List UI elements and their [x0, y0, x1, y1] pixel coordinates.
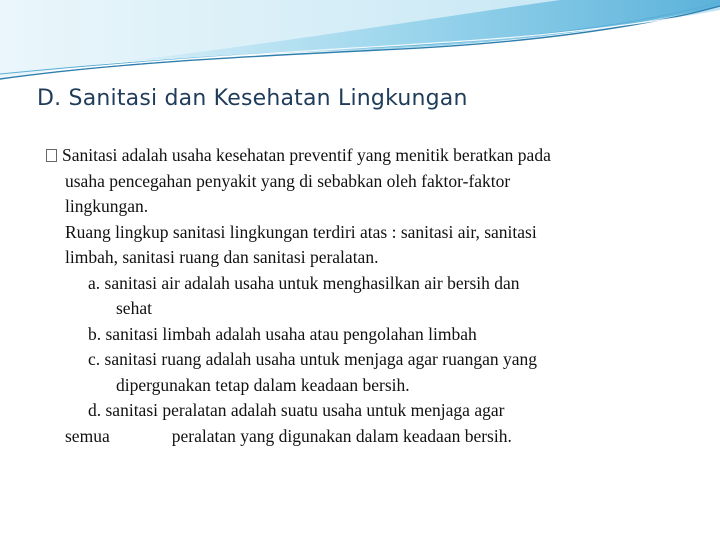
list-item-c: c. sanitasi ruang adalah usaha untuk menjaga agar ruangan yang	[88, 349, 537, 369]
list-item-c-cont: dipergunakan tetap dalam keadaan bersih.	[116, 374, 410, 395]
body-line	[46, 143, 696, 169]
body-line: Ruang lingkup sanitasi lingkungan terdiri atas : sanitasi air, sanitasi	[65, 221, 537, 242]
list-item-b: b. sanitasi limbah adalah usaha atau pengolahan limbah	[88, 323, 477, 344]
slide-title: D. Sanitasi dan Kesehatan Lingkungan	[37, 86, 468, 111]
body-text: semua	[65, 425, 110, 446]
body-text: peralatan yang digunakan dalam keadaan bersih.	[171, 425, 512, 446]
body-line: usaha pencegahan penyakit yang di sebabkan oleh faktor-faktor	[65, 170, 511, 191]
body-text: Sanitasi adalah usaha kesehatan preventif yang menitik beratkan pada	[62, 145, 551, 165]
list-item-d-cont	[46, 424, 696, 450]
body-line: lingkungan.	[65, 196, 149, 216]
square-bullet-icon	[46, 149, 57, 162]
body-line: limbah, sanitasi ruang dan sanitasi peralatan.	[65, 247, 379, 267]
list-item-d: d. sanitasi peralatan adalah suatu usaha untuk menjaga agar	[88, 400, 505, 420]
list-item-a-cont: sehat	[116, 298, 152, 318]
slide-body	[46, 143, 696, 449]
header-wave-decoration	[0, 0, 720, 90]
list-item-a: a. sanitasi air adalah usaha untuk menghasilkan air bersih dan	[88, 272, 520, 293]
